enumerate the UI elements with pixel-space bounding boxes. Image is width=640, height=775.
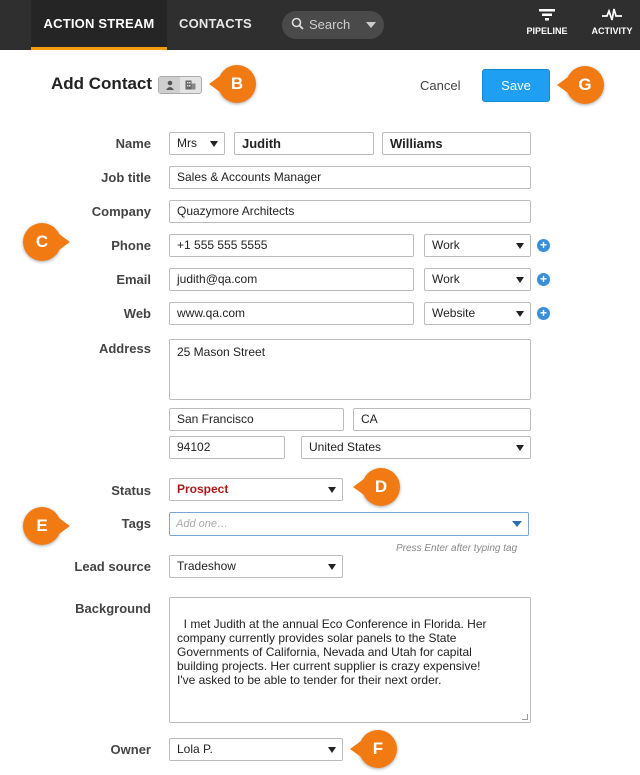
callout-marker-f: F [359,730,397,768]
street-textarea[interactable]: 25 Mason Street [169,339,531,400]
tags-input[interactable] [169,512,529,536]
last-name-input[interactable]: Williams [382,132,531,155]
background-text: I met Judith at the annual Eco Conference in Florida. Her company currently provides solar panels to the State Governments of California, Nevada and Utah for capital building projects. Her current supplier is crazy expensive! I've asked to be able to tender for their next order. [177,617,487,687]
pipeline-label: PIPELINE [526,26,568,36]
page-title: Add Contact [51,74,153,93]
phone-type-select[interactable]: Work [424,234,531,257]
city-input[interactable]: San Francisco [169,408,344,431]
pipeline-funnel-icon [538,8,556,22]
phone-input[interactable]: +1 555 555 5555 [169,234,414,257]
email-label: Email [116,272,151,287]
status-label: Status [111,483,151,498]
phone-label: Phone [111,238,151,253]
tags-placeholder: Add one… [176,518,228,530]
tab-action-stream[interactable]: ACTION STREAM [31,0,167,50]
lead-source-label: Lead source [74,559,151,574]
activity-label: ACTIVITY [591,26,633,36]
first-name-input[interactable]: Judith [234,132,374,155]
top-navigation-bar [0,0,640,50]
company-label: Company [91,204,151,219]
activity-pulse-icon [601,8,623,22]
tags-label: Tags [121,516,151,531]
name-label: Name [115,136,151,151]
web-type-select[interactable]: Website [424,302,531,325]
job-title-label: Job title [101,170,151,185]
web-input[interactable]: www.qa.com [169,302,414,325]
company-building-icon[interactable] [180,77,201,93]
status-select[interactable] [169,478,343,501]
callout-marker-d: D [362,468,400,506]
background-textarea[interactable] [169,597,531,723]
person-icon[interactable] [159,77,180,93]
callout-marker-e: E [23,507,61,545]
status-value: Prospect [177,482,229,496]
tags-hint: Press Enter after typing tag [396,543,518,554]
search-dropdown-chevron-icon[interactable] [366,22,376,28]
company-input[interactable]: Quazymore Architects [169,200,531,223]
web-label: Web [123,306,151,321]
add-web-plus-icon[interactable]: + [537,307,550,320]
callout-marker-g: G [566,66,604,104]
state-input[interactable]: CA [353,408,531,431]
activity-button[interactable] [586,8,638,36]
address-label: Address [98,341,151,356]
background-label: Background [75,601,151,616]
tab-contacts[interactable]: CONTACTS [179,16,252,31]
cancel-button[interactable]: Cancel [420,78,461,93]
email-input[interactable]: judith@qa.com [169,268,414,291]
lead-source-select[interactable]: Tradeshow [169,555,343,578]
country-select[interactable]: United States [301,436,531,459]
add-phone-plus-icon[interactable]: + [537,239,550,252]
zip-input[interactable]: 94102 [169,436,285,459]
add-email-plus-icon[interactable]: + [537,273,550,286]
search-placeholder: Search [309,17,351,32]
search-box[interactable] [282,11,384,39]
name-title-select[interactable]: Mrs [169,132,225,155]
email-type-select[interactable]: Work [424,268,531,291]
tags-dropdown-chevron-icon[interactable] [512,521,522,527]
pipeline-button[interactable] [522,8,572,36]
callout-marker-c: C [23,223,61,261]
job-title-input[interactable]: Sales & Accounts Manager [169,166,531,189]
owner-label: Owner [110,742,151,757]
resize-grip-icon[interactable] [522,714,528,720]
save-button[interactable]: Save [482,69,550,102]
search-icon [291,17,304,33]
owner-select[interactable]: Lola P. [169,738,343,761]
contact-type-toggle[interactable] [158,76,202,94]
callout-marker-b: B [218,65,256,103]
